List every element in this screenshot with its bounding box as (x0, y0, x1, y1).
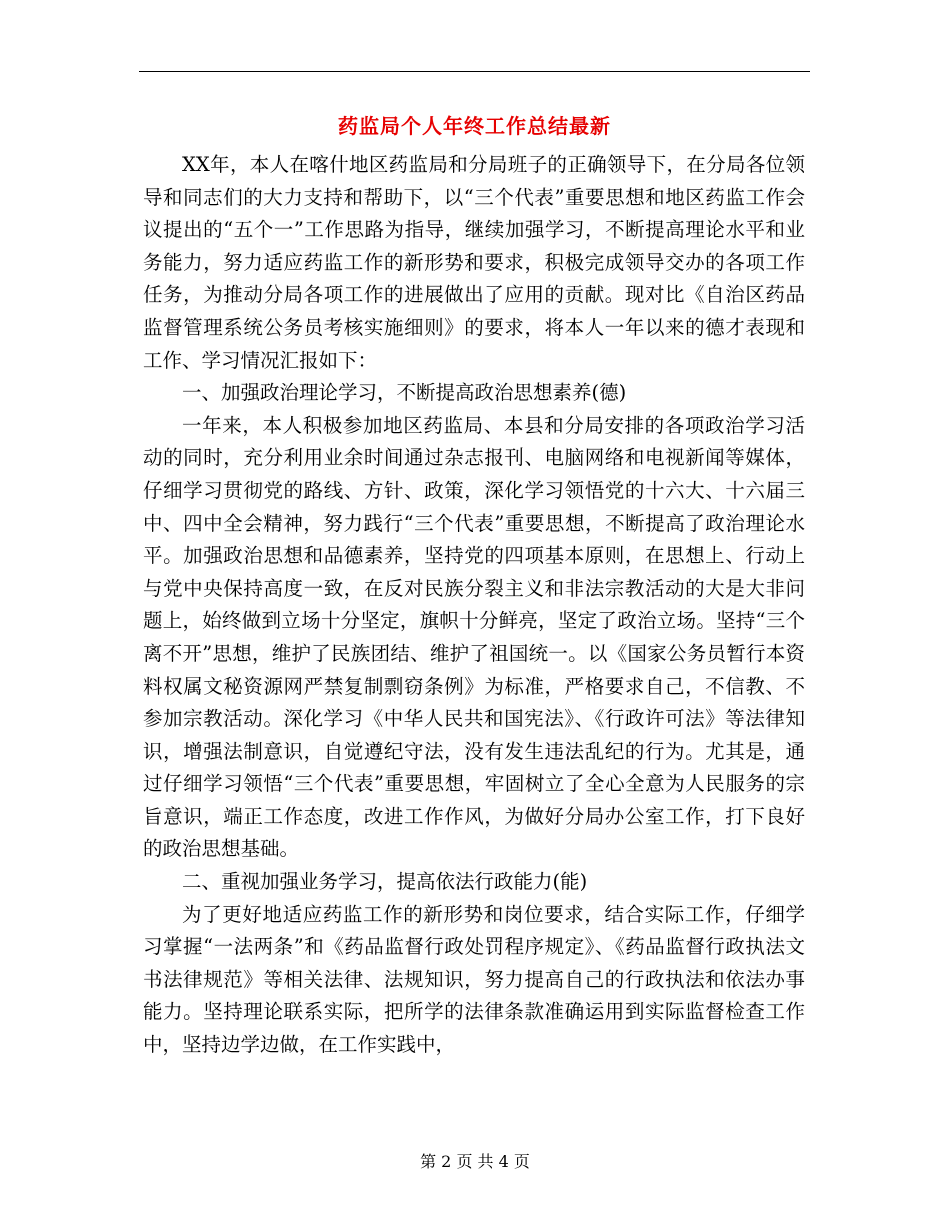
paragraph-section-1: 一年来，本人积极参加地区药监局、本县和分局安排的各项政治学习活动的同时，充分利用业余时间通过杂志报刊、电脑网络和电视新闻等媒体，仔细学习贯彻党的路线、方针、政策，深化学习领悟党的十六大、十六届三中、四中全会精神，努力践行“三个代表”重要思想，不断提高了政治理论水平。加强政治思想和品德素养，坚持党的四项基本原则，在思想上、行动上与党中央保持高度一致，在反对民族分裂主义和非法宗教活动的大是大非问题上，始终做到立场十分坚定，旗帜十分鲜亮，坚定了政治立场。坚持“三个离不开”思想，维护了民族团结、维护了祖国统一。以《国家公务员暂行本资料权属文秘资源网严禁复制剽窃条例》为标准，严格要求自己，不信教、不参加宗教活动。深化学习《中华人民共和国宪法》、《行政许可法》等法律知识，增强法制意识，自觉遵纪守法，没有发生违法乱纪的行为。尤其是，通过仔细学习领悟“三个代表”重要思想，牢固树立了全心全意为人民服务的宗旨意识，端正工作态度，改进工作作风，为做好分局办公室工作，打下良好的政治思想基础。 (143, 413, 805, 861)
document-title: 药监局个人年终工作总结最新 (338, 114, 611, 138)
section-heading-2: 二、重视加强业务学习，提高依法行政能力(能) (182, 870, 588, 894)
header-rule (139, 71, 810, 72)
section-heading-1: 一、加强政治理论学习，不断提高政治思想素养(德) (182, 381, 627, 405)
page-number-footer: 第 2 页 共 4 页 (420, 1152, 530, 1171)
document-body (143, 149, 805, 1062)
paragraph-intro: XX年，本人在喀什地区药监局和分局班子的正确领导下，在分局各位领导和同志们的大力支持和帮助下，以“三个代表”重要思想和地区药监工作会议提出的“五个一”工作思路为指导，继续加强学习，不断提高理论水平和业务能力，努力适应药监工作的新形势和要求，积极完成领导交办的各项工作任务，为推动分局各项工作的进展做出了应用的贡献。现对比《自治区药品监督管理系统公务员考核实施细则》的要求，将本人一年以来的德才表现和工作、学习情况汇报如下： (143, 153, 805, 372)
paragraph-section-2: 为了更好地适应药监工作的新形势和岗位要求，结合实际工作，仔细学习掌握“一法两条”和《药品监督行政处罚程序规定》、《药品监督行政执法文书法律规范》等相关法律、法规知识，努力提高自己的行政执法和依法办事能力。坚持理论联系实际，把所学的法律条款准确运用到实际监督检查工作中，坚持边学边做，在工作实践中， (143, 902, 805, 1057)
